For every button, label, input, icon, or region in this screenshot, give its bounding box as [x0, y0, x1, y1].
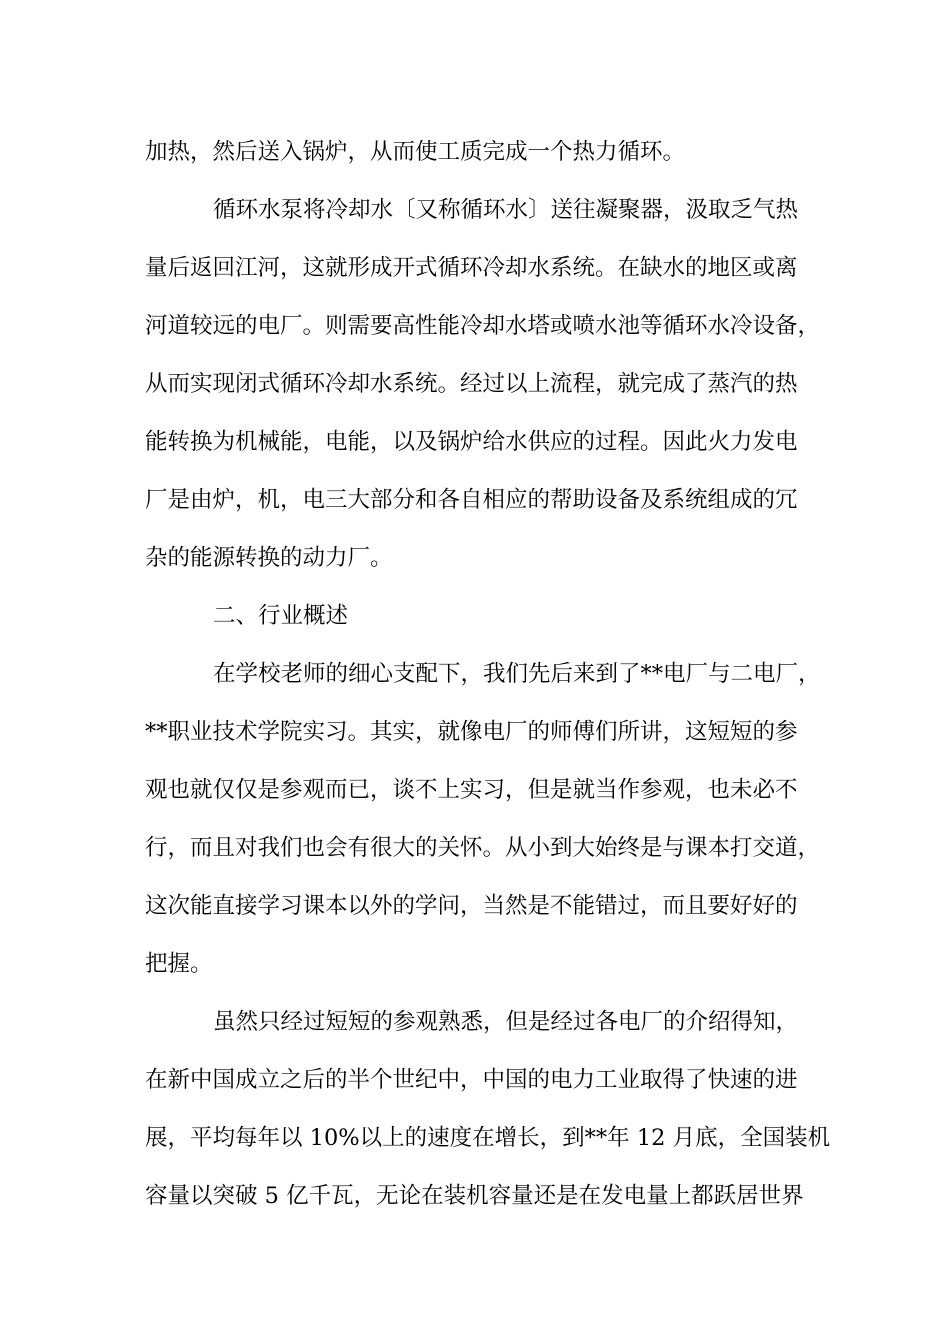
text-line: 在新中国成立之后的半个世纪中，中国的电力工业取得了快速的进	[145, 1067, 798, 1093]
text-line: **职业技术学院实习。其实，就像电厂的师傅们所讲，这短短的参	[145, 719, 798, 745]
paragraph-start-line: 虽然只经过短短的参观熟悉，但是经过各电厂的介绍得知，	[213, 1009, 799, 1035]
text-line: 厂是由炉，机，电三大部分和各自相应的帮助设备及系统组成的冗	[145, 487, 798, 513]
text-line: 加热，然后送入锅炉，从而使工质完成一个热力循环。	[145, 139, 686, 165]
text-line: 能转换为机械能，电能，以及锅炉给水供应的过程。因此火力发电	[145, 429, 798, 455]
text-line: 行，而且对我们也会有很大的关怀。从小到大始终是与课本打交道，	[145, 835, 821, 861]
paragraph-start-line: 循环水泵将冷却水〔又称循环水〕送往凝聚器，汲取乏气热	[213, 197, 799, 223]
text-line: 把握。	[145, 951, 213, 977]
text-line: 量后返回江河，这就形成开式循环冷却水系统。在缺水的地区或离	[145, 255, 798, 281]
text-line: 这次能直接学习课本以外的学问，当然是不能错过，而且要好好的	[145, 893, 798, 919]
section-heading: 二、行业概述	[213, 603, 349, 629]
text-line: 从而实现闭式循环冷却水系统。经过以上流程，就完成了蒸汽的热	[145, 371, 798, 397]
text-line: 展，平均每年以 10%以上的速度在增长，到**年 12 月底，全国装机	[145, 1125, 831, 1151]
text-line: 观也就仅仅是参观而已，谈不上实习，但是就当作参观，也未必不	[145, 777, 798, 803]
text-line: 河道较远的电厂。则需要高性能冷却水塔或喷水池等循环水冷设备，	[145, 313, 821, 339]
text-line: 杂的能源转换的动力厂。	[145, 545, 393, 571]
paragraph-start-line: 在学校老师的细心支配下，我们先后来到了**电厂与二电厂，	[213, 661, 821, 687]
text-line: 容量以突破 5 亿千瓦，无论在装机容量还是在发电量上都跃居世界	[145, 1183, 804, 1209]
